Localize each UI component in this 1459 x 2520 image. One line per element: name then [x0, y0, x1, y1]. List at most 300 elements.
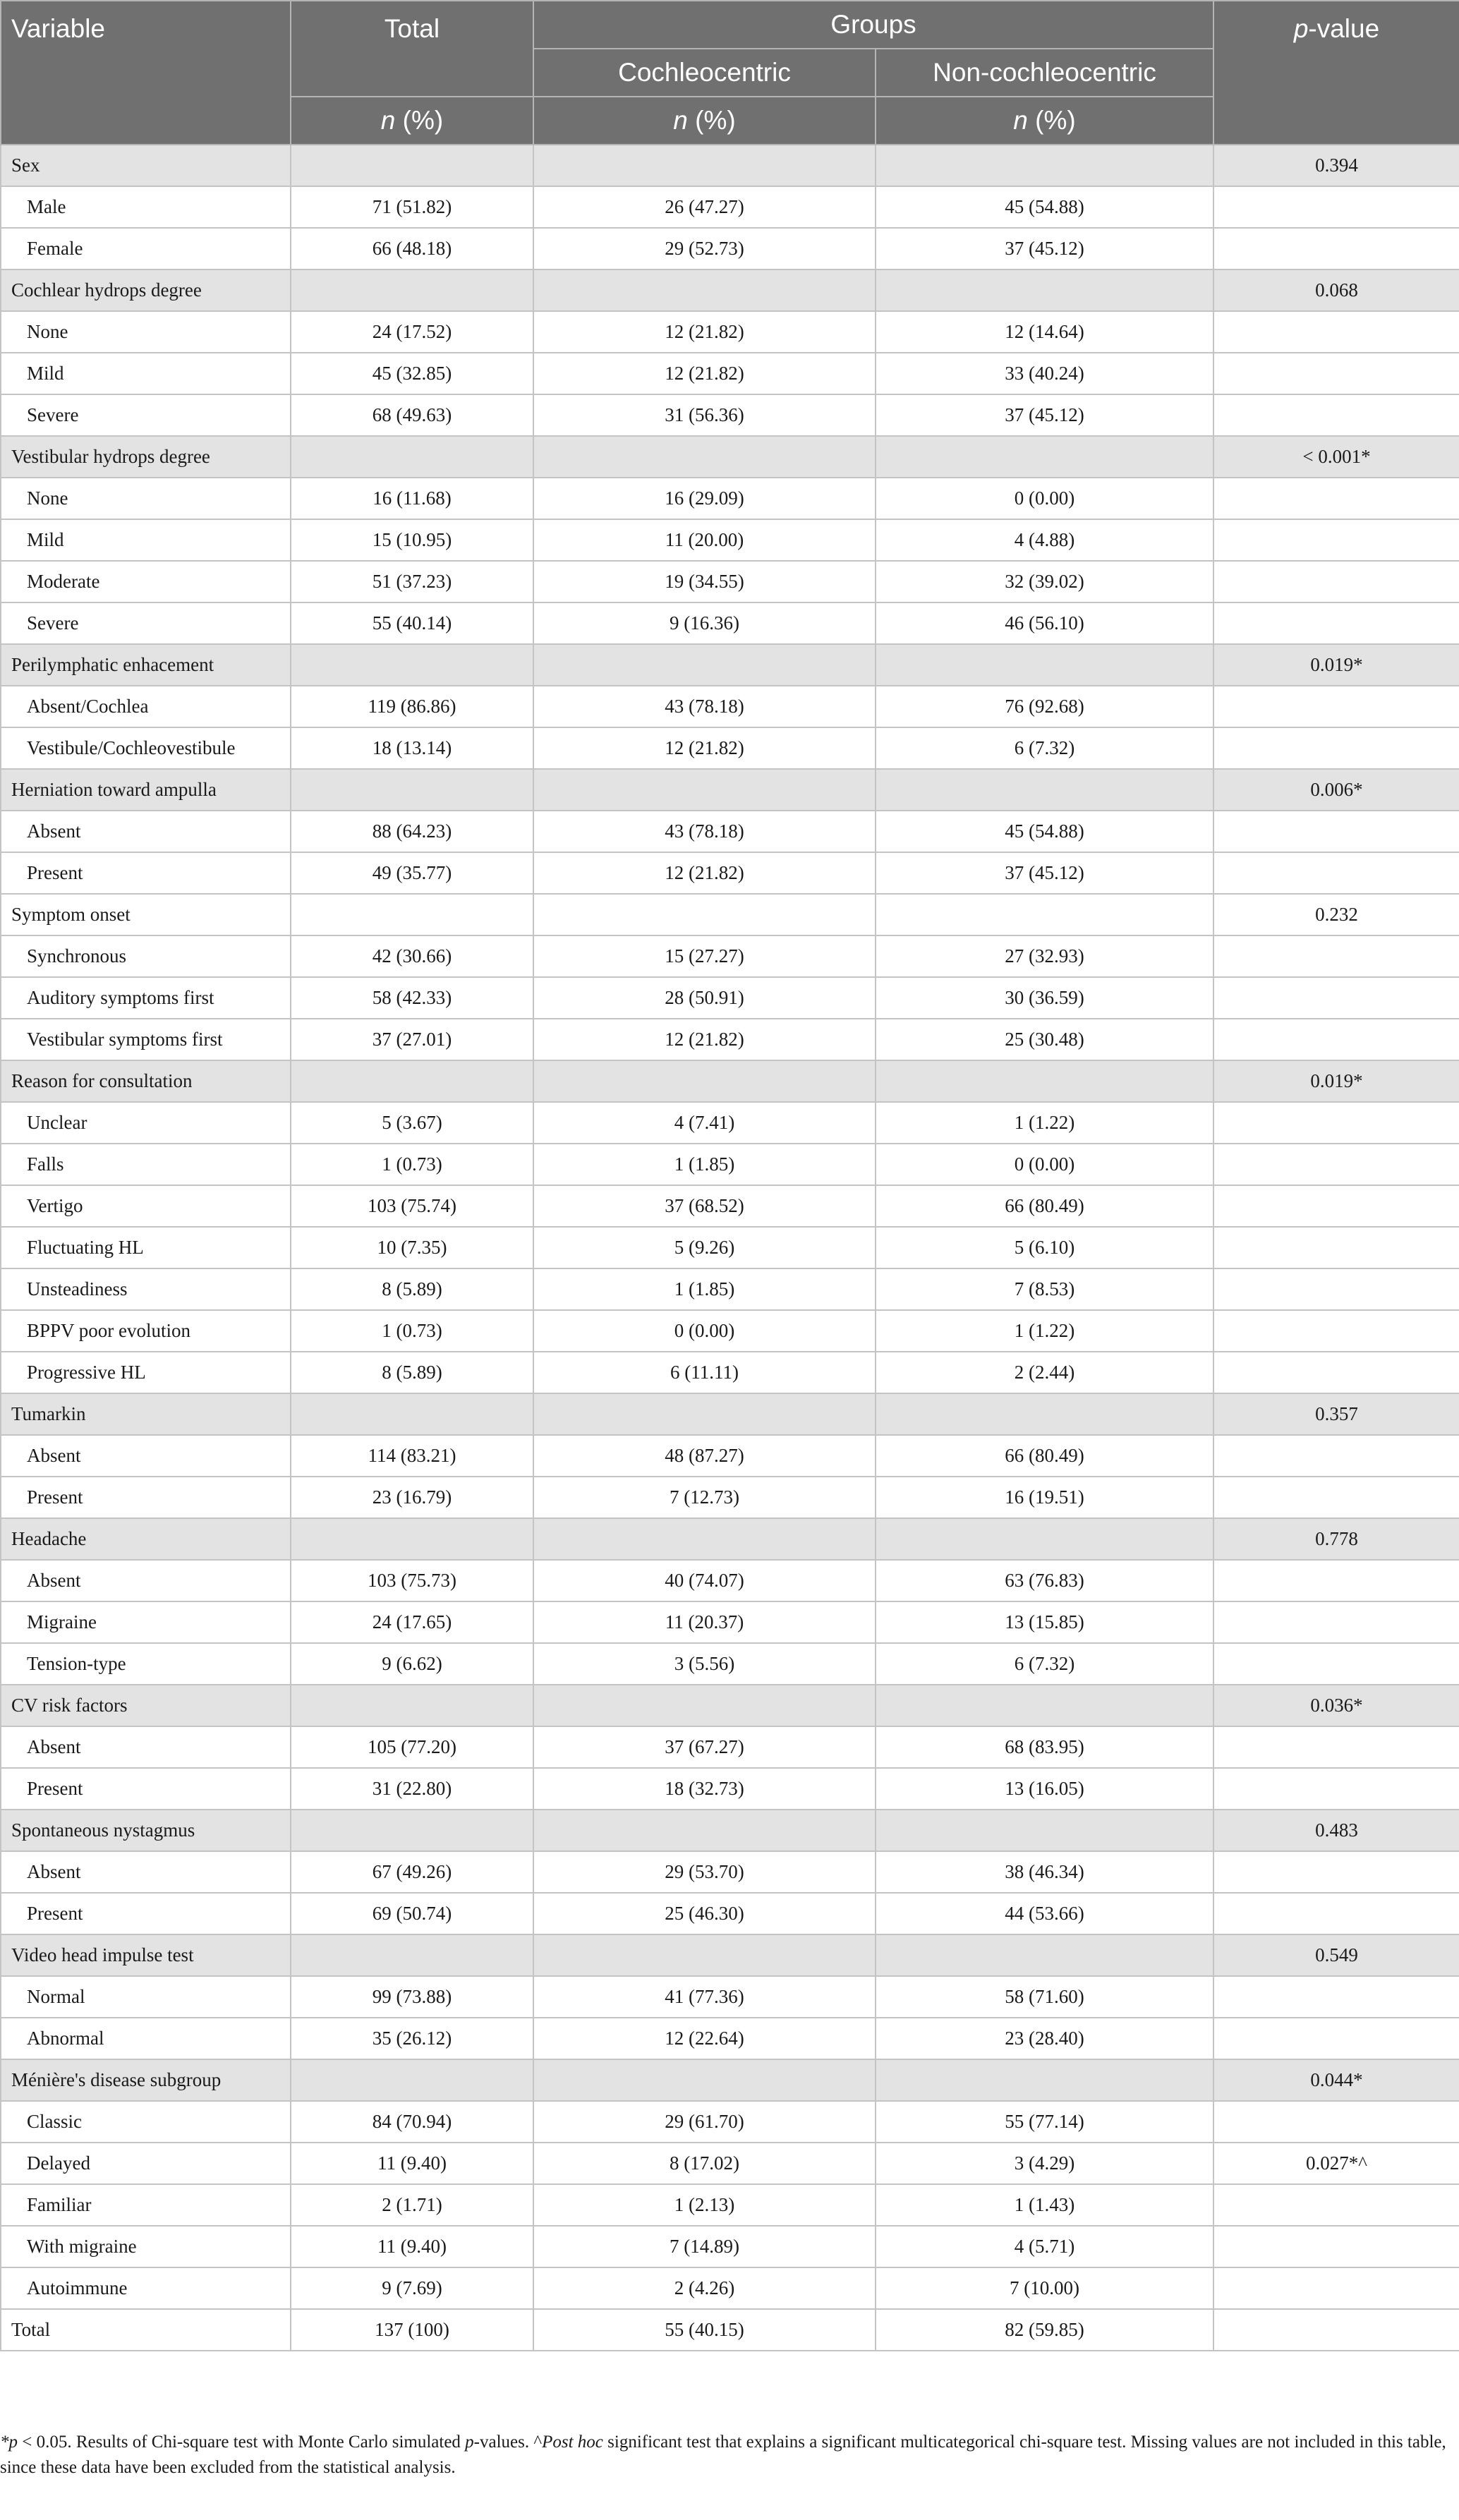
category-row [1, 1393, 1459, 1435]
table-row [1, 602, 1459, 644]
cell-non-cochleocentric [876, 436, 1213, 478]
table-row [1, 394, 1459, 436]
header-n-italic: n [380, 106, 396, 135]
row-label: Moderate [1, 561, 291, 602]
cell-non-cochleocentric [876, 1518, 1213, 1560]
cell-cochleocentric [533, 1934, 876, 1976]
table-row [1, 1019, 1459, 1060]
cell-non-cochleocentric: 25 (30.48) [876, 1019, 1213, 1060]
cell-non-cochleocentric: 45 (54.88) [876, 811, 1213, 852]
cell-cochleocentric: 12 (21.82) [533, 311, 876, 353]
cell-pvalue: 0.778 [1213, 1518, 1459, 1560]
cell-pvalue: 0.027*^ [1213, 2143, 1459, 2184]
cell-cochleocentric [533, 769, 876, 811]
cell-total [291, 644, 533, 686]
row-label: Absent [1, 1435, 291, 1477]
row-label: Vertigo [1, 1185, 291, 1227]
cell-cochleocentric [533, 644, 876, 686]
cell-total: 11 (9.40) [291, 2143, 533, 2184]
cell-non-cochleocentric: 82 (59.85) [876, 2309, 1213, 2351]
header-pvalue [1213, 1, 1459, 145]
cell-pvalue: 0.036* [1213, 1685, 1459, 1726]
cell-non-cochleocentric: 66 (80.49) [876, 1435, 1213, 1477]
row-label: Present [1, 1477, 291, 1518]
cell-total [291, 769, 533, 811]
cell-pvalue [1213, 561, 1459, 602]
cell-cochleocentric: 29 (53.70) [533, 1851, 876, 1893]
cell-total [291, 894, 533, 935]
cell-cochleocentric [533, 1393, 876, 1435]
table-row [1, 1851, 1459, 1893]
table-row [1, 478, 1459, 519]
cell-cochleocentric: 3 (5.56) [533, 1643, 876, 1685]
cell-cochleocentric: 4 (7.41) [533, 1102, 876, 1144]
category-row [1, 1518, 1459, 1560]
header-groups: Groups [533, 1, 1213, 49]
cell-cochleocentric: 29 (52.73) [533, 228, 876, 269]
cell-total: 58 (42.33) [291, 977, 533, 1019]
cell-pvalue [1213, 1185, 1459, 1227]
row-label: Falls [1, 1144, 291, 1185]
cell-total: 23 (16.79) [291, 1477, 533, 1518]
table-row [1, 1185, 1459, 1227]
cell-pvalue [1213, 1268, 1459, 1310]
cell-cochleocentric: 1 (1.85) [533, 1144, 876, 1185]
cell-pvalue [1213, 602, 1459, 644]
cell-non-cochleocentric: 7 (8.53) [876, 1268, 1213, 1310]
cell-pvalue [1213, 2226, 1459, 2267]
cell-cochleocentric: 12 (22.64) [533, 2018, 876, 2059]
cell-total: 51 (37.23) [291, 561, 533, 602]
cell-pvalue [1213, 2184, 1459, 2226]
cell-non-cochleocentric: 32 (39.02) [876, 561, 1213, 602]
cell-non-cochleocentric: 27 (32.93) [876, 935, 1213, 977]
cell-pvalue [1213, 186, 1459, 228]
cell-total: 66 (48.18) [291, 228, 533, 269]
cell-cochleocentric: 7 (12.73) [533, 1477, 876, 1518]
row-label: Absent [1, 1560, 291, 1601]
row-label: None [1, 478, 291, 519]
cell-cochleocentric: 1 (2.13) [533, 2184, 876, 2226]
cell-cochleocentric: 40 (74.07) [533, 1560, 876, 1601]
row-label: Classic [1, 2101, 291, 2143]
cell-total: 105 (77.20) [291, 1726, 533, 1768]
cell-total: 68 (49.63) [291, 394, 533, 436]
row-label: Tension-type [1, 1643, 291, 1685]
cell-non-cochleocentric: 1 (1.43) [876, 2184, 1213, 2226]
table-row [1, 1643, 1459, 1685]
category-label: Video head impulse test [1, 1934, 291, 1976]
cell-pvalue: 0.232 [1213, 894, 1459, 935]
row-label: Synchronous [1, 935, 291, 977]
cell-non-cochleocentric: 3 (4.29) [876, 2143, 1213, 2184]
cell-cochleocentric: 8 (17.02) [533, 2143, 876, 2184]
cell-pvalue [1213, 2018, 1459, 2059]
cell-pvalue [1213, 1768, 1459, 1810]
cell-non-cochleocentric: 37 (45.12) [876, 394, 1213, 436]
cell-non-cochleocentric: 1 (1.22) [876, 1310, 1213, 1352]
row-label: Absent/Cochlea [1, 686, 291, 727]
cell-non-cochleocentric [876, 1060, 1213, 1102]
category-label: Symptom onset [1, 894, 291, 935]
cell-total: 8 (5.89) [291, 1352, 533, 1393]
cell-non-cochleocentric [876, 1685, 1213, 1726]
cell-total: 18 (13.14) [291, 727, 533, 769]
category-row [1, 1934, 1459, 1976]
cell-cochleocentric: 37 (68.52) [533, 1185, 876, 1227]
row-label: Vestibular symptoms first [1, 1019, 291, 1060]
cell-cochleocentric: 31 (56.36) [533, 394, 876, 436]
cell-non-cochleocentric: 63 (76.83) [876, 1560, 1213, 1601]
table-row [1, 1768, 1459, 1810]
row-label: Vestibule/Cochleovestibule [1, 727, 291, 769]
cell-total: 31 (22.80) [291, 1768, 533, 1810]
cell-non-cochleocentric [876, 1393, 1213, 1435]
cell-pvalue [1213, 1601, 1459, 1643]
cell-cochleocentric: 0 (0.00) [533, 1310, 876, 1352]
header-n-total [291, 97, 533, 145]
category-row [1, 644, 1459, 686]
table-row [1, 561, 1459, 602]
table-row [1, 1144, 1459, 1185]
table-row [1, 1352, 1459, 1393]
cell-total: 10 (7.35) [291, 1227, 533, 1268]
cell-cochleocentric [533, 1518, 876, 1560]
cell-cochleocentric: 41 (77.36) [533, 1976, 876, 2018]
cell-non-cochleocentric: 12 (14.64) [876, 311, 1213, 353]
cell-cochleocentric [533, 145, 876, 186]
footnote-part2: -values. ^ [473, 2433, 543, 2452]
cell-non-cochleocentric [876, 644, 1213, 686]
header-pvalue-italic: p [1293, 14, 1309, 43]
cell-cochleocentric: 7 (14.89) [533, 2226, 876, 2267]
header-n-italic: n [673, 106, 688, 135]
cell-pvalue: 0.019* [1213, 644, 1459, 686]
cell-pvalue [1213, 1144, 1459, 1185]
cell-pvalue [1213, 311, 1459, 353]
cell-non-cochleocentric [876, 2059, 1213, 2101]
cell-non-cochleocentric: 13 (15.85) [876, 1601, 1213, 1643]
cell-pvalue [1213, 394, 1459, 436]
cell-non-cochleocentric: 37 (45.12) [876, 852, 1213, 894]
cell-cochleocentric: 43 (78.18) [533, 811, 876, 852]
category-label: Vestibular hydrops degree [1, 436, 291, 478]
table-row [1, 1560, 1459, 1601]
cell-cochleocentric: 11 (20.37) [533, 1601, 876, 1643]
cell-cochleocentric: 11 (20.00) [533, 519, 876, 561]
table-row [1, 2226, 1459, 2267]
cell-non-cochleocentric: 0 (0.00) [876, 478, 1213, 519]
cell-total: 1 (0.73) [291, 1310, 533, 1352]
cell-non-cochleocentric: 66 (80.49) [876, 1185, 1213, 1227]
row-label: Fluctuating HL [1, 1227, 291, 1268]
table-row [1, 519, 1459, 561]
cell-pvalue [1213, 478, 1459, 519]
footnote-part3: significant test that explains a significant multicategorical chi-square test. Missing values are not included in this table, since these data have been excluded from the statistical analysis. [0, 2433, 1446, 2477]
table-row [1, 2143, 1459, 2184]
row-label: Present [1, 1893, 291, 1934]
header-n-rest: (%) [1027, 106, 1076, 135]
cell-total [291, 1685, 533, 1726]
cell-non-cochleocentric: 23 (28.40) [876, 2018, 1213, 2059]
cell-pvalue: 0.549 [1213, 1934, 1459, 1976]
cell-total: 11 (9.40) [291, 2226, 533, 2267]
row-label: Severe [1, 602, 291, 644]
category-row [1, 436, 1459, 478]
table-row [1, 1102, 1459, 1144]
category-label: Perilymphatic enhacement [1, 644, 291, 686]
cell-cochleocentric [533, 1060, 876, 1102]
header-n-rest: (%) [687, 106, 736, 135]
row-label: BPPV poor evolution [1, 1310, 291, 1352]
category-label: CV risk factors [1, 1685, 291, 1726]
cell-pvalue: 0.019* [1213, 1060, 1459, 1102]
cell-total: 24 (17.52) [291, 311, 533, 353]
table-row [1, 2267, 1459, 2309]
row-label: Absent [1, 1726, 291, 1768]
category-row [1, 1060, 1459, 1102]
cell-non-cochleocentric: 6 (7.32) [876, 1643, 1213, 1685]
row-label: Autoimmune [1, 2267, 291, 2309]
cell-pvalue [1213, 1227, 1459, 1268]
cell-cochleocentric: 5 (9.26) [533, 1227, 876, 1268]
cell-pvalue [1213, 1019, 1459, 1060]
cell-non-cochleocentric: 1 (1.22) [876, 1102, 1213, 1144]
row-label: With migraine [1, 2226, 291, 2267]
category-label: Spontaneous nystagmus [1, 1810, 291, 1851]
cell-pvalue [1213, 1976, 1459, 2018]
cell-total: 9 (7.69) [291, 2267, 533, 2309]
cell-total: 37 (27.01) [291, 1019, 533, 1060]
table-row [1, 2101, 1459, 2143]
cell-pvalue [1213, 1851, 1459, 1893]
cell-pvalue [1213, 2267, 1459, 2309]
table-row [1, 935, 1459, 977]
cell-total: 8 (5.89) [291, 1268, 533, 1310]
cell-cochleocentric [533, 1685, 876, 1726]
category-row [1, 145, 1459, 186]
cell-total: 5 (3.67) [291, 1102, 533, 1144]
table-row [1, 311, 1459, 353]
table-footnote [0, 2430, 1446, 2480]
header-pvalue-rest: -value [1308, 14, 1380, 43]
cell-non-cochleocentric: 2 (2.44) [876, 1352, 1213, 1393]
cell-non-cochleocentric: 38 (46.34) [876, 1851, 1213, 1893]
cell-non-cochleocentric [876, 269, 1213, 311]
category-label: Tumarkin [1, 1393, 291, 1435]
cell-cochleocentric: 19 (34.55) [533, 561, 876, 602]
cell-pvalue [1213, 1560, 1459, 1601]
table-row [1, 686, 1459, 727]
cell-pvalue [1213, 1310, 1459, 1352]
category-row [1, 894, 1459, 935]
category-label: Headache [1, 1518, 291, 1560]
cell-total [291, 1810, 533, 1851]
row-label: Delayed [1, 2143, 291, 2184]
cell-cochleocentric: 28 (50.91) [533, 977, 876, 1019]
table-row [1, 852, 1459, 894]
cell-cochleocentric: 55 (40.15) [533, 2309, 876, 2351]
category-label: Sex [1, 145, 291, 186]
cell-pvalue [1213, 727, 1459, 769]
table-row [1, 1477, 1459, 1518]
cell-non-cochleocentric: 58 (71.60) [876, 1976, 1213, 2018]
category-label: Herniation toward ampulla [1, 769, 291, 811]
cell-pvalue [1213, 935, 1459, 977]
table-row [1, 2018, 1459, 2059]
row-label: Absent [1, 811, 291, 852]
table-row [1, 353, 1459, 394]
header-variable: Variable [1, 1, 291, 145]
header-n-cochleocentric [533, 97, 876, 145]
table-row [1, 2184, 1459, 2226]
header-n-italic: n [1013, 106, 1028, 135]
cell-total: 15 (10.95) [291, 519, 533, 561]
cell-pvalue [1213, 1643, 1459, 1685]
row-label: Female [1, 228, 291, 269]
cell-pvalue: 0.068 [1213, 269, 1459, 311]
cell-pvalue [1213, 519, 1459, 561]
cell-cochleocentric [533, 436, 876, 478]
row-label: None [1, 311, 291, 353]
category-row [1, 769, 1459, 811]
cell-total: 71 (51.82) [291, 186, 533, 228]
table-row [1, 1726, 1459, 1768]
table-row [1, 1976, 1459, 2018]
footnote-posthoc: Post hoc [542, 2433, 603, 2452]
cell-non-cochleocentric: 76 (92.68) [876, 686, 1213, 727]
cell-non-cochleocentric: 7 (10.00) [876, 2267, 1213, 2309]
row-label: Mild [1, 353, 291, 394]
row-label: Male [1, 186, 291, 228]
category-row [1, 2059, 1459, 2101]
cell-non-cochleocentric: 13 (16.05) [876, 1768, 1213, 1810]
cell-pvalue [1213, 1893, 1459, 1934]
cell-total [291, 145, 533, 186]
cell-cochleocentric: 12 (21.82) [533, 727, 876, 769]
header-total: Total [291, 1, 533, 97]
cell-non-cochleocentric [876, 145, 1213, 186]
cell-cochleocentric: 43 (78.18) [533, 686, 876, 727]
category-label: Reason for consultation [1, 1060, 291, 1102]
cell-non-cochleocentric: 5 (6.10) [876, 1227, 1213, 1268]
cell-pvalue: 0.044* [1213, 2059, 1459, 2101]
cell-pvalue [1213, 686, 1459, 727]
cell-total: 16 (11.68) [291, 478, 533, 519]
row-label: Progressive HL [1, 1352, 291, 1393]
cell-non-cochleocentric: 55 (77.14) [876, 2101, 1213, 2143]
row-label: Present [1, 1768, 291, 1810]
cell-non-cochleocentric [876, 1810, 1213, 1851]
row-label: Mild [1, 519, 291, 561]
cell-non-cochleocentric: 4 (5.71) [876, 2226, 1213, 2267]
table-row [1, 1893, 1459, 1934]
cell-cochleocentric [533, 1810, 876, 1851]
cell-total: 69 (50.74) [291, 1893, 533, 1934]
row-label: Auditory symptoms first [1, 977, 291, 1019]
cell-pvalue: 0.357 [1213, 1393, 1459, 1435]
cell-cochleocentric: 18 (32.73) [533, 1768, 876, 1810]
cell-pvalue [1213, 1726, 1459, 1768]
row-label: Unclear [1, 1102, 291, 1144]
cell-pvalue [1213, 1352, 1459, 1393]
category-label: Cochlear hydrops degree [1, 269, 291, 311]
cell-total: 24 (17.65) [291, 1601, 533, 1643]
row-label: Unsteadiness [1, 1268, 291, 1310]
cell-cochleocentric: 37 (67.27) [533, 1726, 876, 1768]
total-row [1, 2309, 1459, 2351]
cell-total: 2 (1.71) [291, 2184, 533, 2226]
cell-total: 84 (70.94) [291, 2101, 533, 2143]
cell-total: 114 (83.21) [291, 1435, 533, 1477]
cell-pvalue: 0.483 [1213, 1810, 1459, 1851]
cell-pvalue [1213, 811, 1459, 852]
cell-pvalue [1213, 2309, 1459, 2351]
cell-total: 137 (100) [291, 2309, 533, 2351]
cell-pvalue [1213, 1435, 1459, 1477]
table-row [1, 1601, 1459, 1643]
cell-pvalue: 0.006* [1213, 769, 1459, 811]
cell-total: 119 (86.86) [291, 686, 533, 727]
category-row [1, 269, 1459, 311]
cell-pvalue: < 0.001* [1213, 436, 1459, 478]
cell-total [291, 1934, 533, 1976]
cell-total: 103 (75.74) [291, 1185, 533, 1227]
cell-non-cochleocentric: 45 (54.88) [876, 186, 1213, 228]
category-row [1, 1685, 1459, 1726]
cell-non-cochleocentric: 0 (0.00) [876, 1144, 1213, 1185]
table-row [1, 727, 1459, 769]
cell-total: 55 (40.14) [291, 602, 533, 644]
cell-cochleocentric: 25 (46.30) [533, 1893, 876, 1934]
table-body [1, 145, 1459, 2351]
cell-non-cochleocentric: 6 (7.32) [876, 727, 1213, 769]
cell-non-cochleocentric: 4 (4.88) [876, 519, 1213, 561]
cell-pvalue [1213, 852, 1459, 894]
header-non-cochleocentric: Non-cochleocentric [876, 49, 1213, 97]
row-label: Present [1, 852, 291, 894]
table-row [1, 977, 1459, 1019]
cell-total: 35 (26.12) [291, 2018, 533, 2059]
cell-total [291, 1060, 533, 1102]
cell-cochleocentric [533, 894, 876, 935]
cell-non-cochleocentric: 16 (19.51) [876, 1477, 1213, 1518]
footnote-p-symbol: *p [0, 2433, 18, 2452]
table-row [1, 1435, 1459, 1477]
cell-cochleocentric: 16 (29.09) [533, 478, 876, 519]
cell-pvalue [1213, 2101, 1459, 2143]
cell-cochleocentric: 26 (47.27) [533, 186, 876, 228]
cell-total [291, 436, 533, 478]
cell-total: 99 (73.88) [291, 1976, 533, 2018]
cell-non-cochleocentric: 37 (45.12) [876, 228, 1213, 269]
cell-cochleocentric: 6 (11.11) [533, 1352, 876, 1393]
category-label: Ménière's disease subgroup [1, 2059, 291, 2101]
row-label: Total [1, 2309, 291, 2351]
cell-cochleocentric: 12 (21.82) [533, 852, 876, 894]
row-label: Familiar [1, 2184, 291, 2226]
table-row [1, 186, 1459, 228]
row-label: Migraine [1, 1601, 291, 1643]
cell-cochleocentric: 12 (21.82) [533, 353, 876, 394]
row-label: Abnormal [1, 2018, 291, 2059]
cell-total: 45 (32.85) [291, 353, 533, 394]
cell-total: 88 (64.23) [291, 811, 533, 852]
cell-cochleocentric: 9 (16.36) [533, 602, 876, 644]
table-row [1, 228, 1459, 269]
header-n-non-cochleocentric [876, 97, 1213, 145]
cell-total: 67 (49.26) [291, 1851, 533, 1893]
